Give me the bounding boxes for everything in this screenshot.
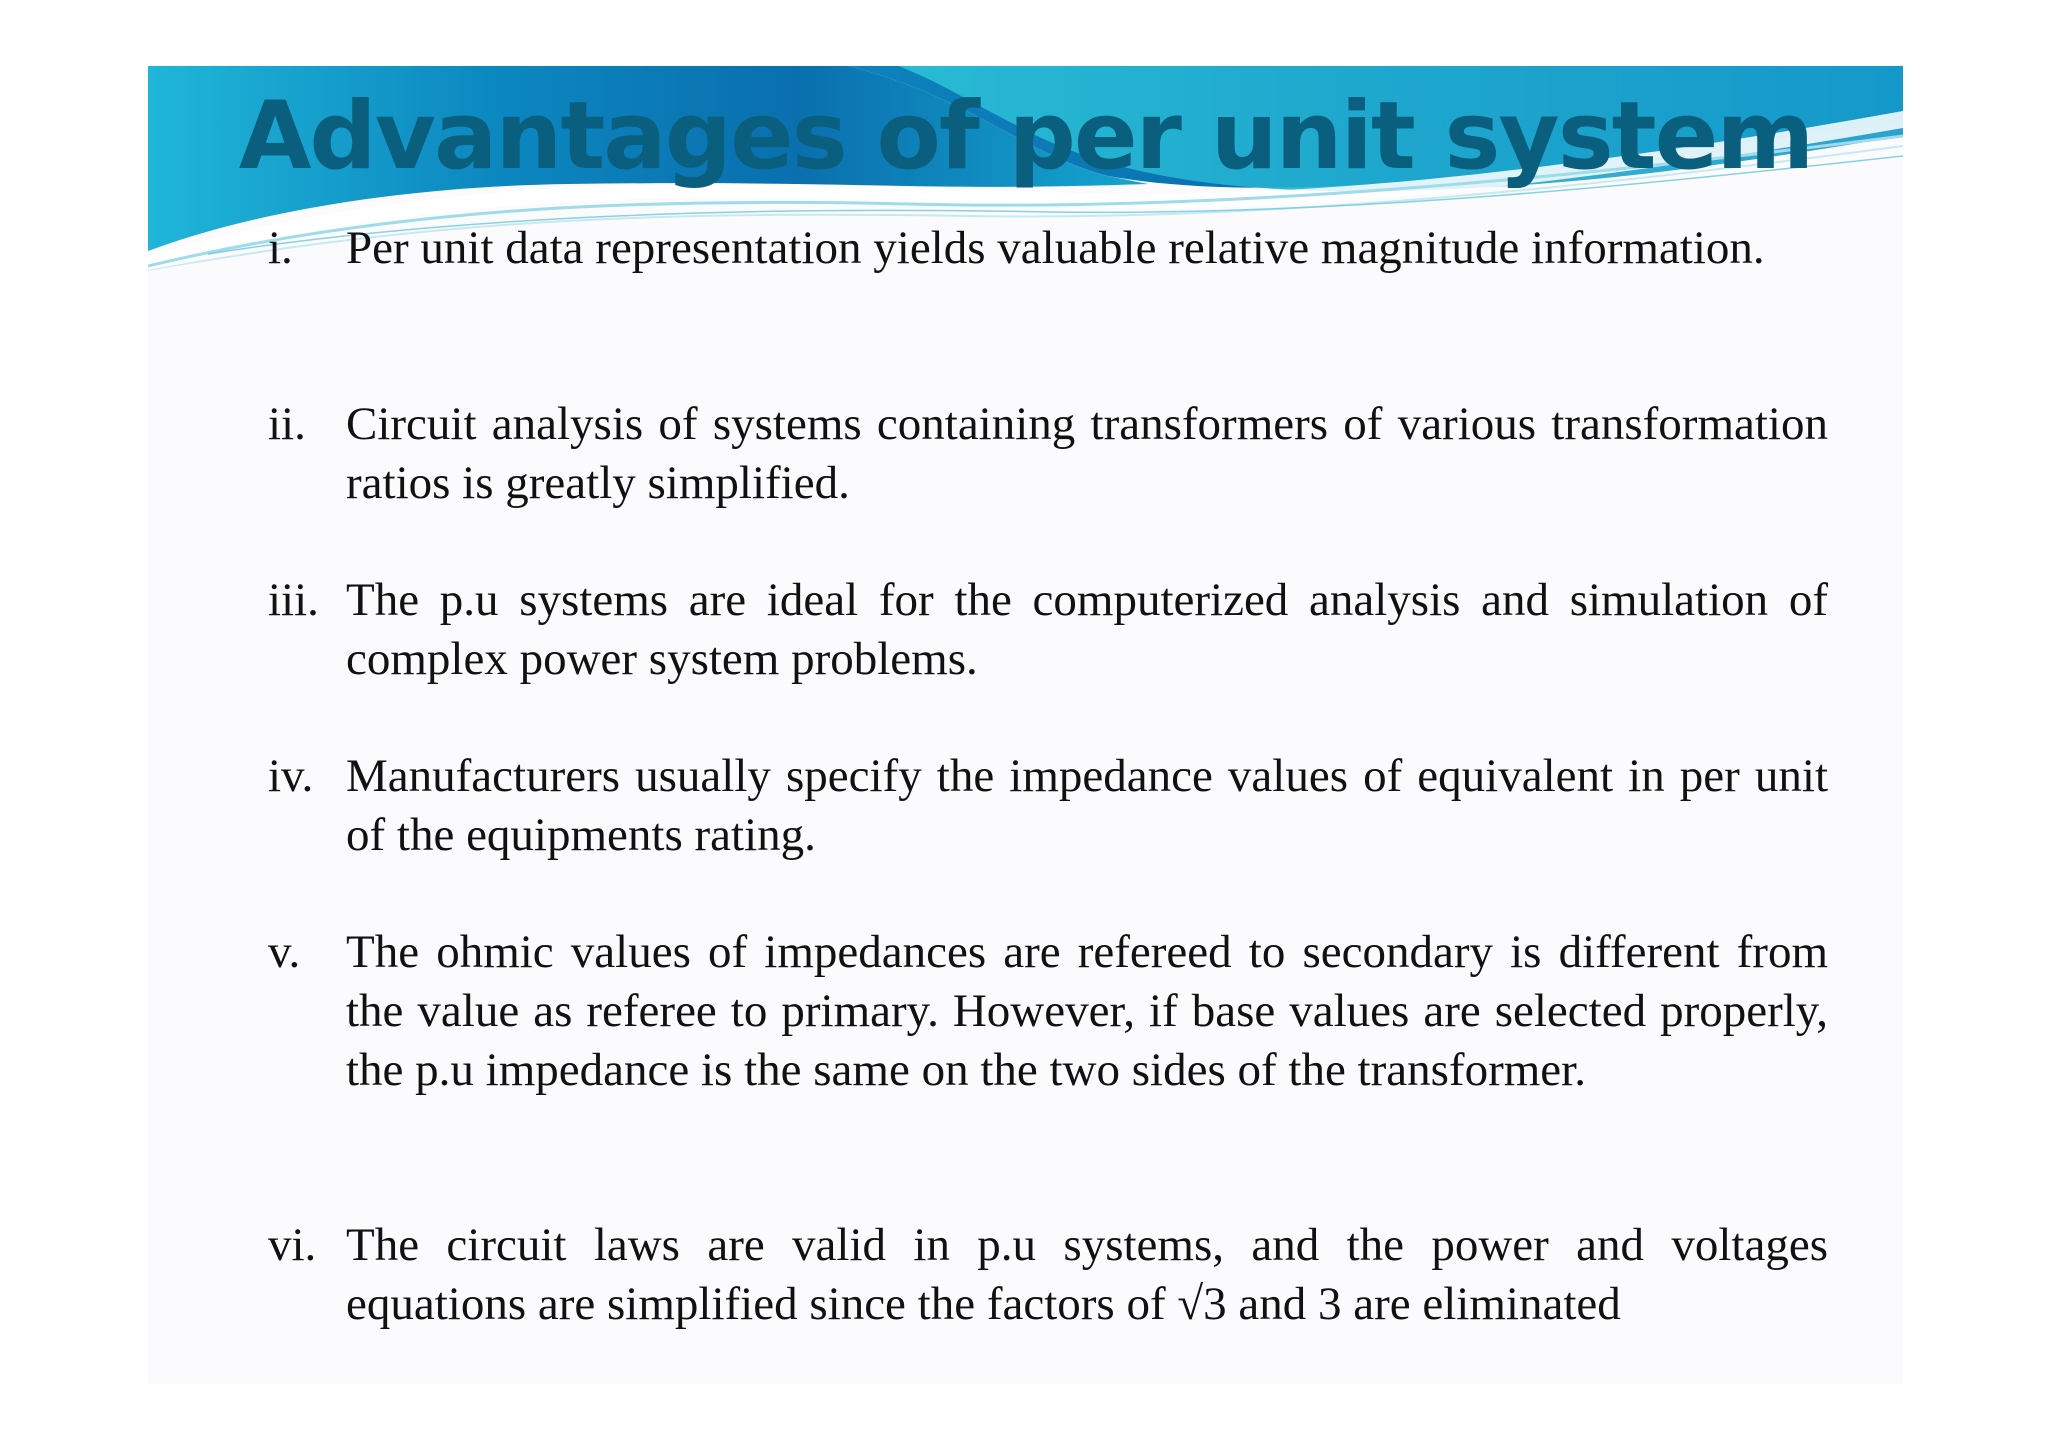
item-text: The ohmic values of impedances are refereed to secondary is different from the value as referee to primary. However, if base values are selected properly, the p.u impedance is the same on the two sides of the transformer. xyxy=(346,926,1828,1096)
item-text: Manufacturers usually specify the impedance values of equivalent in per unit of the equipments rating. xyxy=(346,750,1828,861)
list-item xyxy=(268,1216,1828,1334)
item-number: ii. xyxy=(268,398,306,450)
list-item xyxy=(268,571,1828,689)
item-text: Circuit analysis of systems containing transformers of various transformation ratios is greatly simplified. xyxy=(346,398,1828,509)
item-text: The p.u systems are ideal for the computerized analysis and simulation of complex power system problems. xyxy=(346,574,1828,685)
advantages-list xyxy=(148,66,1903,1384)
item-text: The circuit laws are valid in p.u systems, and the power and voltages equations are simplified since the factors of √3 and 3 are eliminated xyxy=(346,1219,1828,1330)
item-text: Per unit data representation yields valuable relative magnitude information. xyxy=(346,222,1765,274)
item-number: iii. xyxy=(268,574,319,626)
item-number: iv. xyxy=(268,750,314,802)
item-number: v. xyxy=(268,926,301,978)
list-item xyxy=(268,395,1828,513)
slide xyxy=(148,66,1903,1384)
item-number: i. xyxy=(268,222,293,274)
item-number: vi. xyxy=(268,1219,317,1271)
list-item xyxy=(268,219,1828,278)
list-item xyxy=(268,923,1828,1100)
slide-title: Advantages of per unit system xyxy=(238,82,1813,191)
list-item xyxy=(268,747,1828,865)
